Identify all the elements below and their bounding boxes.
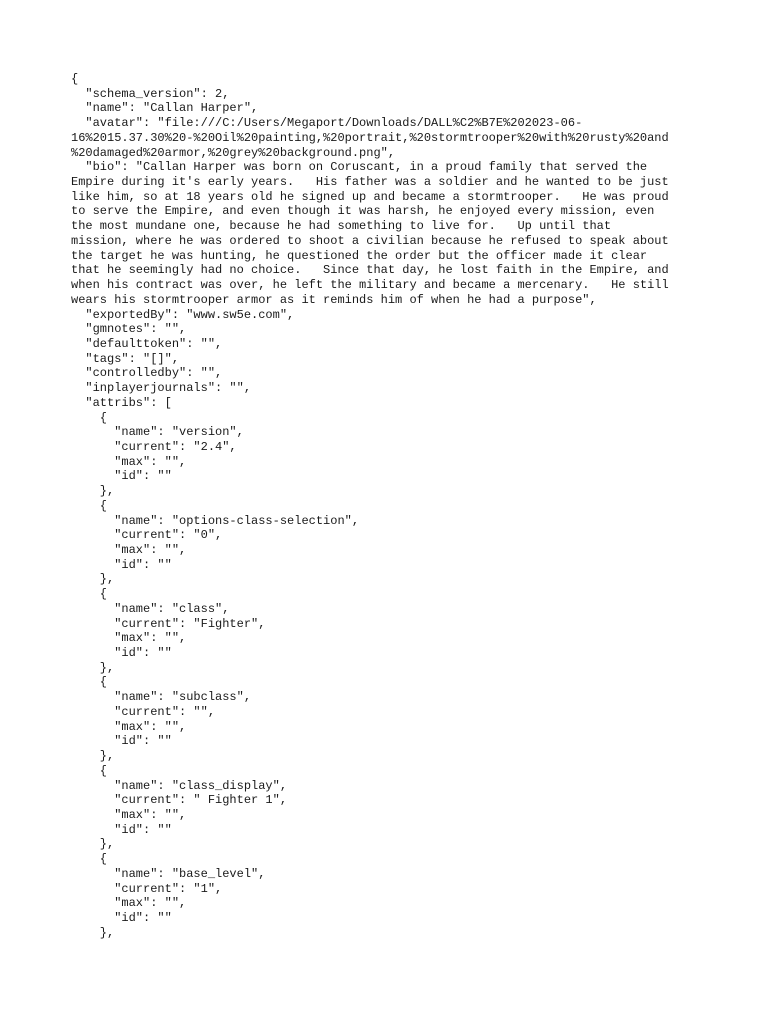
text-line: { — [71, 587, 108, 602]
text-line: "id": "" — [71, 557, 172, 572]
text-line: "max": "", — [71, 543, 187, 557]
text-line: { — [71, 675, 108, 690]
text-line: "name": "base_level", — [71, 866, 266, 881]
text-line: "name": "Callan Harper", — [71, 101, 259, 116]
text-line: "schema_version": 2, — [71, 86, 230, 101]
text-line: "id": "" — [71, 822, 172, 837]
text-line: "max": "", — [71, 631, 187, 646]
text-line: "current": "Fighter", — [71, 616, 266, 631]
text-line: mission, where he was ordered to shoot a civilian because he refused to speak about — [71, 233, 669, 248]
text-line: "gmnotes": "", — [71, 322, 187, 337]
text-line: "avatar": "file:///C:/Users/Megaport/Downloads/DALL%C2%B7E%202023-06- — [71, 116, 583, 131]
text-line: }, — [71, 572, 115, 587]
text-line: %20damaged%20armor,%20grey%20background.png", — [71, 145, 396, 160]
text-line: "inplayerjournals": "", — [71, 381, 252, 396]
text-line: "defaulttoken": "", — [71, 336, 223, 351]
text-line: "max": "", — [71, 719, 187, 734]
text-line: { — [71, 763, 108, 778]
text-line: when his contract was over, he left the military and became a mercenary. He still — [71, 278, 669, 293]
text-line: { — [71, 410, 108, 425]
text-line: "attribs": [ — [71, 395, 172, 410]
text-line: "name": "class", — [71, 601, 230, 616]
text-line: "max": "", — [71, 807, 187, 822]
text-line: like him, so at 18 years old he signed up and became a stormtrooper. He was proud — [71, 189, 669, 204]
text-line: { — [71, 852, 108, 867]
text-line: "name": "class_display", — [71, 778, 288, 793]
text-line: { — [71, 72, 79, 86]
text-line: "controlledby": "", — [71, 366, 223, 381]
text-line: "exportedBy": "www.sw5e.com", — [71, 307, 295, 322]
text-line: }, — [71, 749, 115, 764]
text-line: "name": "subclass", — [71, 690, 252, 705]
json-text-block — [71, 72, 701, 940]
text-line: 16%2015.37.30%20-%20Oil%20painting,%20portrait,%20stormtrooper%20with%20rusty%20and — [71, 130, 669, 145]
text-line: "bio": "Callan Harper was born on Coruscant, in a proud family that served the — [71, 160, 648, 175]
text-line: that he seemingly had no choice. Since that day, he lost faith in the Empire, and — [71, 263, 669, 278]
text-line: "name": "version", — [71, 425, 244, 440]
text-line: "id": "" — [71, 910, 172, 925]
text-line: "id": "" — [71, 469, 172, 484]
text-line: "max": "", — [71, 896, 187, 911]
text-line: the most mundane one, because he had something to live for. Up until that — [71, 219, 612, 234]
text-line: "current": "2.4", — [71, 439, 237, 454]
text-line: "current": "1", — [71, 881, 223, 896]
text-line: }, — [71, 660, 115, 675]
text-line: "current": " Fighter 1", — [71, 793, 288, 808]
text-line: to serve the Empire, and even though it was harsh, he enjoyed every mission, even — [71, 204, 655, 219]
text-line: }, — [71, 837, 115, 852]
text-line: Empire during it's early years. His father was a soldier and he wanted to be just — [71, 175, 669, 190]
text-line: "id": "" — [71, 646, 172, 661]
text-line: "tags": "[]", — [71, 351, 180, 366]
text-line: }, — [71, 925, 115, 940]
text-line: "id": "" — [71, 734, 172, 749]
document-page — [71, 72, 701, 940]
text-line: "max": "", — [71, 454, 187, 469]
text-line: "name": "options-class-selection", — [71, 513, 360, 528]
text-line: the target he was hunting, he questioned the order but the officer made it clear — [71, 248, 648, 263]
text-line: { — [71, 498, 108, 513]
text-line: }, — [71, 484, 115, 499]
text-line: "current": "0", — [71, 528, 223, 543]
text-line: wears his stormtrooper armor as it reminds him of when he had a purpose", — [71, 292, 597, 307]
text-line: "current": "", — [71, 704, 216, 719]
